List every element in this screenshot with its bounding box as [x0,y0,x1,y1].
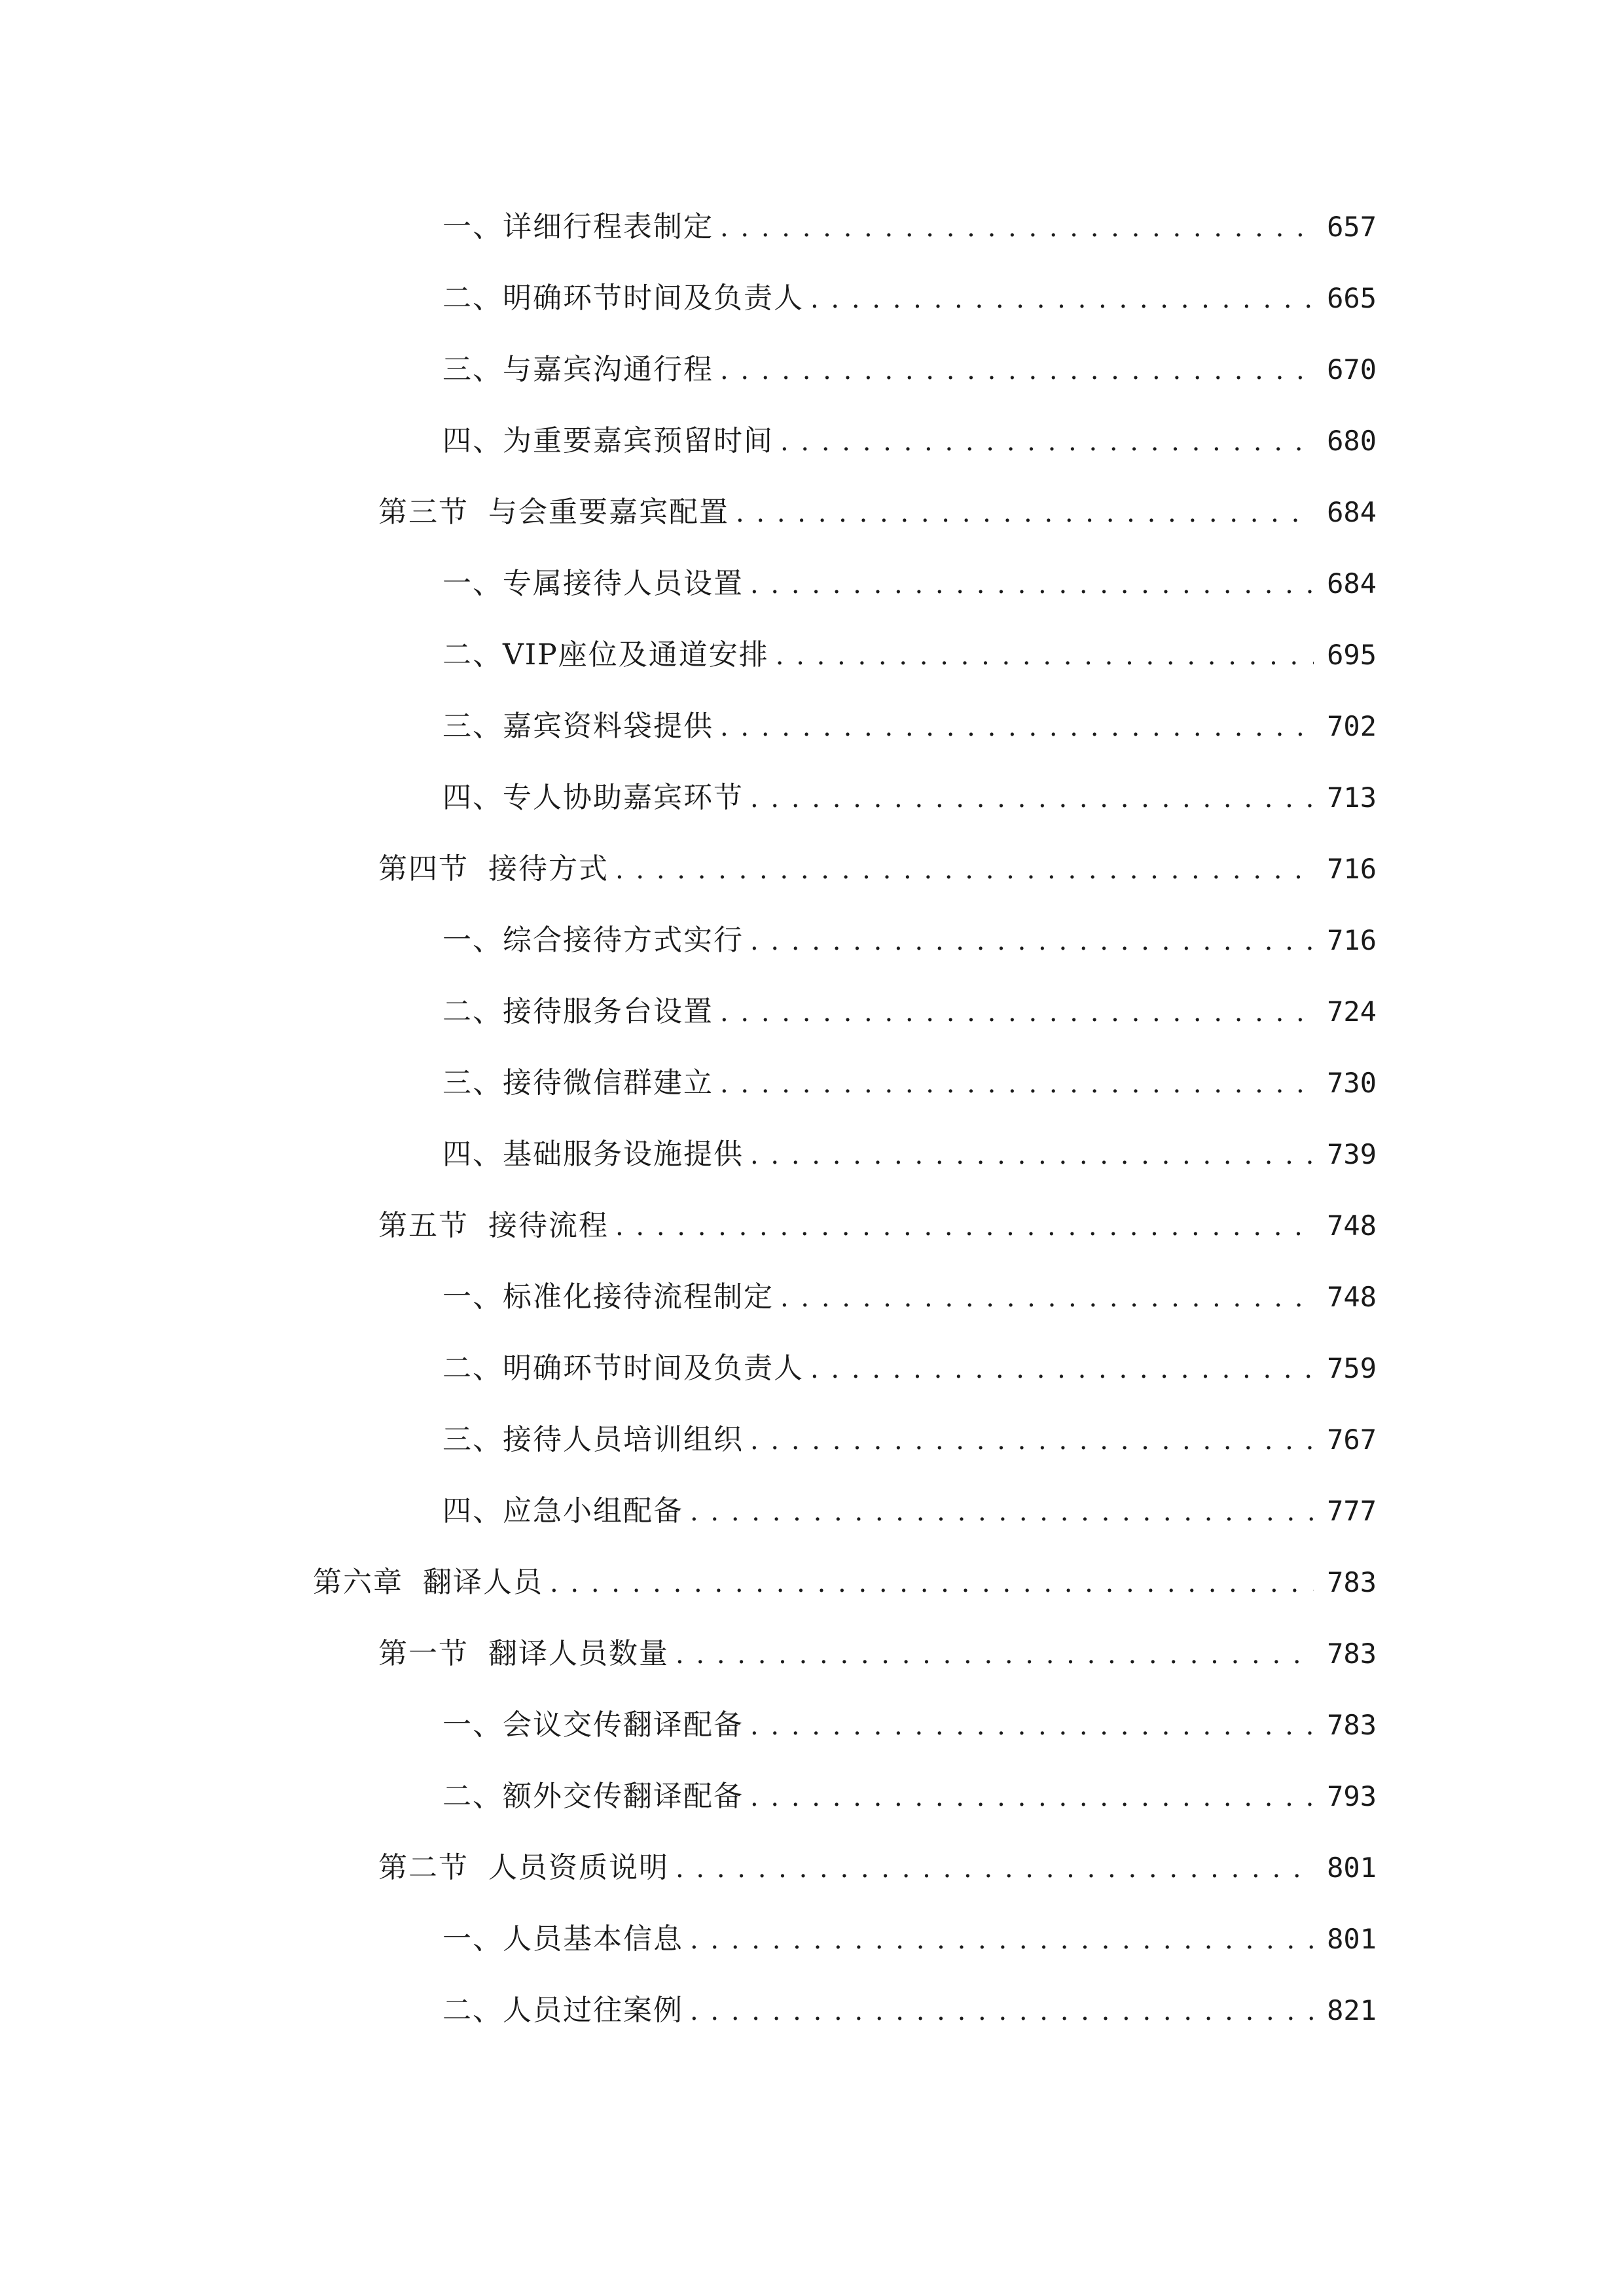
toc-leader-dots [750,1417,1314,1464]
toc-entry-page: 821 [1327,1994,1377,2026]
toc-entry[interactable] [442,988,1377,1035]
toc-entry-title: 详细行程表制定 [503,210,713,243]
toc-entry-page: 777 [1327,1495,1377,1527]
toc-entry-page: 801 [1327,1923,1377,1955]
toc-entry-title: 接待方式 [488,852,609,886]
toc-leader-dots [780,1274,1314,1321]
toc-entry-number: 一、 [442,1922,503,1956]
toc-entry-page: 759 [1327,1352,1377,1384]
toc-entry[interactable] [442,1702,1377,1749]
toc-entry-title: 人员过往案例 [503,1994,683,2027]
toc-entry-number: 四、 [442,781,503,814]
toc-entry-title: 明确环节时间及负责人 [503,281,804,315]
toc-entry-page: 801 [1327,1852,1377,1884]
toc-entry[interactable] [442,418,1377,465]
toc-entry[interactable] [378,1844,1377,1892]
toc-entry-number: 一、 [442,210,503,243]
toc-leader-dots [780,418,1314,465]
toc-leader-dots [810,1346,1314,1393]
toc-entry-number: 二、 [442,1780,503,1813]
toc-entry-title: 接待服务台设置 [503,995,713,1028]
toc-entry[interactable] [378,1202,1377,1249]
toc-entry-title: 人员资质说明 [488,1851,669,1884]
toc-leader-dots [690,1916,1314,1964]
toc-leader-dots [736,490,1314,537]
toc-entry-title: 翻译人员数量 [488,1637,669,1670]
toc-entry-number: 一、 [442,1708,503,1742]
toc-entry-page: 670 [1327,353,1377,386]
toc-entry[interactable] [442,774,1377,821]
toc-entry-title: 综合接待方式实行 [503,924,744,957]
toc-entry-number: 二、 [442,638,503,672]
toc-entry-title: 专人协助嘉宾环节 [503,781,744,814]
toc-leader-dots [720,989,1314,1036]
toc-entry-number: 四、 [442,424,503,457]
toc-entry-number: 一、 [442,1280,503,1314]
toc-entry-number: 第三节 [378,495,469,529]
toc-entry[interactable] [442,632,1377,679]
toc-entry-number: 四、 [442,1494,503,1528]
toc-leader-dots [676,1845,1314,1892]
toc-entry[interactable] [442,1916,1377,1963]
toc-entry-number: 第四节 [378,852,469,886]
toc-entry-page: 716 [1327,924,1377,956]
toc-entry[interactable] [378,489,1377,536]
toc-entry[interactable] [442,703,1377,750]
toc-entry-number: 三、 [442,353,503,386]
toc-entry-number: 四、 [442,1138,503,1171]
toc-entry-title: 基础服务设施提供 [503,1138,744,1171]
toc-entry-number: 第五节 [378,1209,469,1242]
toc-entry-number: 第二节 [378,1851,469,1884]
toc-entry-page: 767 [1327,1424,1377,1456]
toc-leader-dots [615,1203,1314,1250]
toc-entry-number: 第一节 [378,1637,469,1670]
toc-entry-page: 684 [1327,567,1377,600]
toc-leader-dots [720,204,1314,251]
toc-entry-page: 783 [1327,1638,1377,1670]
toc-entry-title: 人员基本信息 [503,1922,683,1956]
toc-entry-page: 713 [1327,781,1377,814]
toc-entry-page: 730 [1327,1067,1377,1099]
toc-leader-dots [720,1060,1314,1107]
toc-entry-number: 三、 [442,1066,503,1100]
toc-entry-title: 与会重要嘉宾配置 [488,495,729,529]
toc-entry-title: 应急小组配备 [503,1494,683,1528]
toc-entry[interactable] [378,846,1377,893]
toc-entry[interactable] [442,1060,1377,1107]
toc-entry-title: 接待人员培训组织 [503,1423,744,1456]
toc-entry-number: 二、 [442,1994,503,2027]
toc-entry-number: 二、 [442,281,503,315]
toc-entry-page: 702 [1327,710,1377,742]
toc-entry-title: 接待流程 [488,1209,609,1242]
toc-entry-page: 680 [1327,425,1377,457]
toc-entry-page: 783 [1327,1709,1377,1741]
toc-entry[interactable] [442,204,1377,251]
toc-leader-dots [750,1774,1314,1821]
toc-leader-dots [750,561,1314,608]
toc-entry-number: 第六章 [313,1566,403,1599]
toc-leader-dots [750,775,1314,822]
toc-entry-page: 783 [1327,1566,1377,1598]
toc-entry-number: 三、 [442,709,503,743]
toc-entry-page: 695 [1327,639,1377,671]
toc-entry-title: 嘉宾资料袋提供 [503,709,713,743]
toc-entry-title: 翻译人员 [423,1566,543,1599]
toc-entry-title: VIP座位及通道安排 [503,638,769,672]
toc-entry-number: 三、 [442,1423,503,1456]
toc-leader-dots [810,276,1314,323]
toc-entry-page: 716 [1327,853,1377,885]
toc-entry-page: 665 [1327,282,1377,314]
toc-leader-dots [720,704,1314,751]
toc-entry-page: 739 [1327,1138,1377,1170]
toc-entry[interactable] [442,917,1377,964]
toc-entry[interactable] [442,1131,1377,1178]
toc-entry-page: 684 [1327,496,1377,528]
toc-entry-title: 专属接待人员设置 [503,567,744,600]
toc-entry-page: 657 [1327,211,1377,243]
toc-entry-page: 793 [1327,1780,1377,1812]
toc-leader-dots [690,1988,1314,2035]
toc-entry-title: 接待微信群建立 [503,1066,713,1100]
toc-entry-page: 748 [1327,1210,1377,1242]
toc-entry[interactable] [442,560,1377,607]
toc-entry-title: 明确环节时间及负责人 [503,1352,804,1385]
toc-entry[interactable] [442,275,1377,322]
toc-entry-number: 二、 [442,1352,503,1385]
toc-entry[interactable] [442,346,1377,393]
toc-leader-dots [550,1560,1314,1607]
toc-entry-title: 与嘉宾沟通行程 [503,353,713,386]
toc-entry-title: 额外交传翻译配备 [503,1780,744,1813]
toc-entry-title: 为重要嘉宾预留时间 [503,424,774,457]
toc-entry[interactable] [313,1559,1377,1606]
toc-entry[interactable] [442,1416,1377,1463]
toc-entry[interactable] [442,1773,1377,1820]
toc-leader-dots [720,347,1314,394]
toc-leader-dots [750,1702,1314,1749]
toc-entry-number: 一、 [442,924,503,957]
toc-entry[interactable] [442,1274,1377,1321]
toc-entry[interactable] [442,1987,1377,2034]
toc-leader-dots [676,1631,1314,1678]
toc-entry-title: 会议交传翻译配备 [503,1708,744,1742]
toc-leader-dots [615,846,1314,893]
toc-leader-dots [750,918,1314,965]
toc-leader-dots [776,632,1314,679]
toc-entry[interactable] [442,1488,1377,1535]
toc-entry-page: 748 [1327,1281,1377,1313]
toc-entry-number: 二、 [442,995,503,1028]
toc-leader-dots [690,1488,1314,1535]
toc-entry[interactable] [378,1630,1377,1677]
toc-leader-dots [750,1132,1314,1179]
toc-entry-number: 一、 [442,567,503,600]
toc-entry[interactable] [442,1345,1377,1392]
toc-entry-page: 724 [1327,996,1377,1028]
toc-entry-title: 标准化接待流程制定 [503,1280,774,1314]
